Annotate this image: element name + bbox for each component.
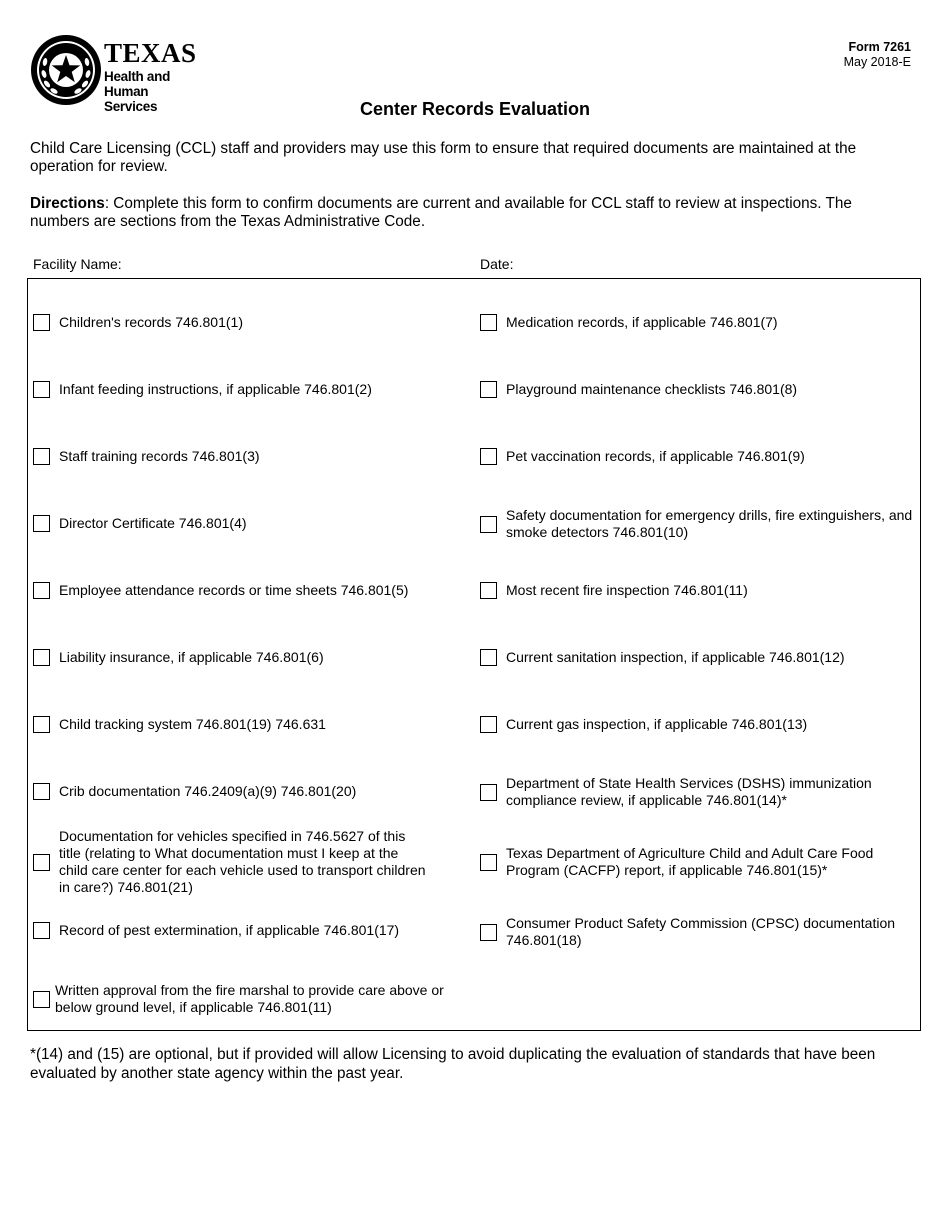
logo-agency-line2: Services (104, 99, 158, 114)
liability-insurance-checkbox[interactable] (33, 649, 50, 666)
form-identifier (844, 40, 911, 70)
child-tracking-checkbox[interactable] (33, 716, 50, 733)
director-certificate-checkbox[interactable] (33, 515, 50, 532)
checklist-label: Children's records 746.801(1) (59, 314, 243, 330)
texas-star-seal-icon (30, 34, 102, 106)
facility-name-label: Facility Name: (33, 256, 122, 272)
gas-inspection-checkbox[interactable] (480, 716, 497, 733)
staff-training-checkbox[interactable] (33, 448, 50, 465)
checklist-label: Child tracking system 746.801(19) 746.631 (59, 716, 326, 732)
agency-logo (30, 34, 215, 114)
fire-inspection-checkbox[interactable] (480, 582, 497, 599)
directions-paragraph (30, 195, 910, 231)
checklist-label: Most recent fire inspection 746.801(11) (506, 582, 748, 598)
fire-marshal-approval-checkbox[interactable] (33, 991, 50, 1008)
date-label: Date: (480, 256, 514, 272)
list-item (480, 314, 920, 331)
logo-state: TEXAS (104, 38, 197, 68)
checklist-label: Written approval from the fire marshal to provide care above or below ground level, if applicable 746.801(11) (55, 982, 444, 1015)
page-title: Center Records Evaluation (359, 99, 591, 119)
list-item (33, 716, 463, 733)
checklist-label: Infant feeding instructions, if applicable 746.801(2) (59, 381, 372, 397)
list-item (33, 649, 463, 666)
list-item (480, 507, 920, 541)
checklist-label: Crib documentation 746.2409(a)(9) 746.801(20) (59, 783, 357, 799)
form-revision-date: May 2018-E (843, 55, 911, 69)
safety-documentation-checkbox[interactable] (480, 516, 497, 533)
directions-label: Directions (30, 195, 105, 212)
list-item (33, 381, 463, 398)
checklist-label: Director Certificate 746.801(4) (59, 515, 247, 531)
list-item (480, 845, 900, 879)
checklist-label: Documentation for vehicles specified in 746.5627 of this title (relating to What documentation must I keep at the child care center for each vehicle used to transport children in care?) 746.801(21) (59, 828, 426, 895)
medication-records-checkbox[interactable] (480, 314, 497, 331)
list-item (33, 828, 428, 896)
list-item (480, 716, 920, 733)
checklist-label: Staff training records 746.801(3) (59, 448, 260, 464)
employee-attendance-checkbox[interactable] (33, 582, 50, 599)
checklist-label: Employee attendance records or time sheets 746.801(5) (59, 582, 409, 598)
checklist-label: Current sanitation inspection, if applicable 746.801(12) (506, 649, 845, 665)
list-item (33, 448, 463, 465)
infant-feeding-checkbox[interactable] (33, 381, 50, 398)
list-item (480, 915, 910, 949)
checklist-label: Texas Department of Agriculture Child and Adult Care Food Program (CACFP) report, if applicable 746.801(15)* (506, 845, 874, 878)
form-number: Form 7261 (848, 40, 911, 54)
vehicle-documentation-checkbox[interactable] (33, 854, 50, 871)
checklist-label: Pet vaccination records, if applicable 746.801(9) (506, 448, 805, 464)
directions-text: : Complete this form to confirm documents are current and available for CCL staff to review at inspections. The numbers are sections from the Texas Administrative Code. (30, 195, 852, 230)
list-item (33, 314, 463, 331)
list-item (33, 582, 463, 599)
cacfp-report-checkbox[interactable] (480, 854, 497, 871)
dshs-immunization-checkbox[interactable] (480, 784, 497, 801)
checklist-label: Medication records, if applicable 746.801(7) (506, 314, 778, 330)
checklist-label: Liability insurance, if applicable 746.801(6) (59, 649, 324, 665)
sanitation-inspection-checkbox[interactable] (480, 649, 497, 666)
checklist-label: Current gas inspection, if applicable 746.801(13) (506, 716, 808, 732)
intro-paragraph: Child Care Licensing (CCL) staff and providers may use this form to ensure that required documents are maintained at the operation for review. (30, 140, 857, 175)
playground-maintenance-checkbox[interactable] (480, 381, 497, 398)
checklist-label: Safety documentation for emergency drills, fire extinguishers, and smoke detectors 746.801(10) (506, 507, 913, 540)
logo-agency-line1: Health and Human (104, 69, 171, 99)
pet-vaccination-checkbox[interactable] (480, 448, 497, 465)
list-item (33, 982, 453, 1016)
list-item (33, 783, 463, 800)
checklist-label: Record of pest extermination, if applicable 746.801(17) (59, 922, 400, 938)
checklist-label: Playground maintenance checklists 746.801(8) (506, 381, 798, 397)
pest-extermination-checkbox[interactable] (33, 922, 50, 939)
list-item (480, 582, 920, 599)
checklist-label: Department of State Health Services (DSHS) immunization compliance review, if applicable 746.801(14)* (506, 775, 872, 808)
cpsc-documentation-checkbox[interactable] (480, 924, 497, 941)
list-item (480, 775, 890, 809)
list-item (480, 448, 920, 465)
checklist-label: Consumer Product Safety Commission (CPSC) documentation 746.801(18) (506, 915, 896, 948)
list-item (33, 922, 463, 939)
list-item (480, 381, 920, 398)
list-item (33, 515, 463, 532)
childrens-records-checkbox[interactable] (33, 314, 50, 331)
crib-documentation-checkbox[interactable] (33, 783, 50, 800)
list-item (480, 649, 920, 666)
footnote: *(14) and (15) are optional, but if provided will allow Licensing to avoid duplicating the evaluation of standards that have been evaluated by another state agency within the past year. (30, 1046, 876, 1082)
